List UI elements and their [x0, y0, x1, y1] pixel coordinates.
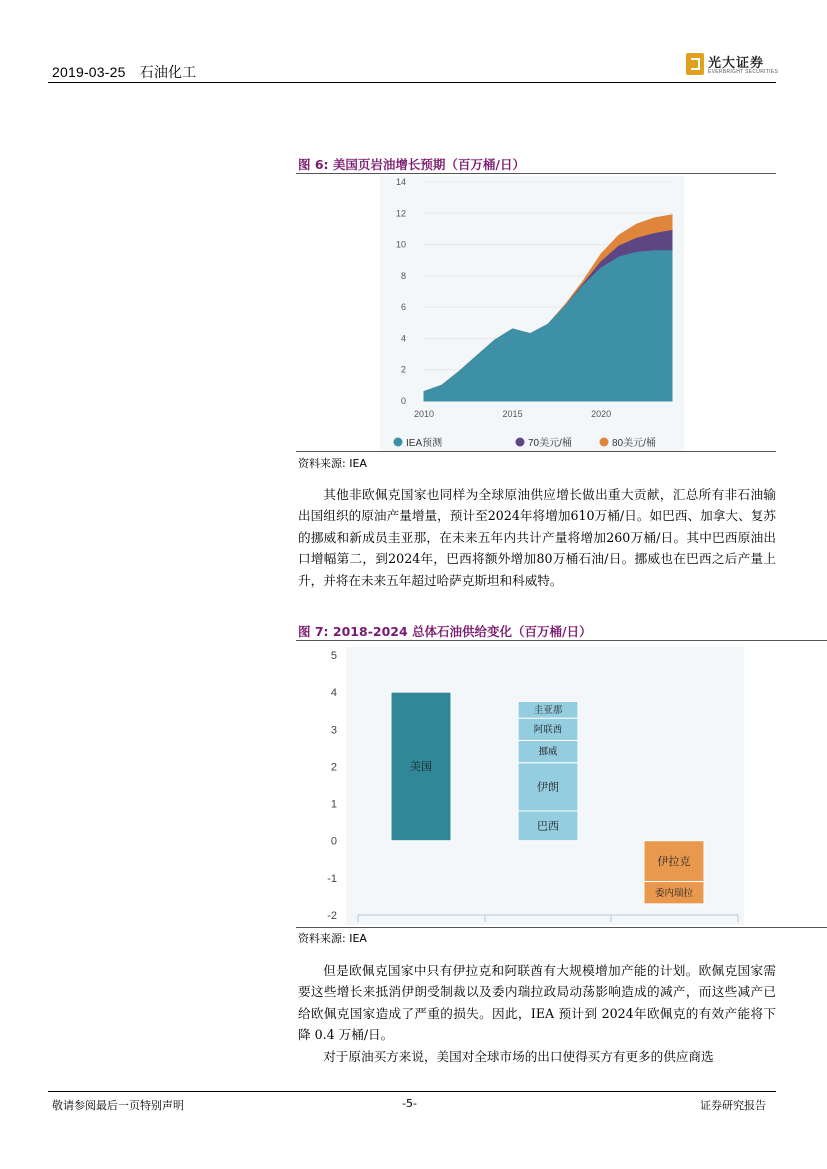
header-divider [48, 82, 776, 83]
logo-text-en: EVERBRIGHT SECURITIES [708, 69, 779, 75]
y-tick-label: 10 [395, 239, 406, 250]
report-date: 2019-03-25 [52, 64, 126, 80]
y-tick-label: 1 [330, 798, 337, 811]
y-tick-label: 5 [330, 650, 337, 662]
bar-segment-label: 阿联酋 [533, 724, 563, 736]
bar-segment-label: 美国 [410, 761, 432, 774]
footer-divider [48, 1091, 776, 1092]
bar-segment-label: 伊朗 [537, 781, 559, 794]
figure6-top-rule [296, 173, 776, 174]
legend-marker [394, 438, 403, 447]
bar-segment-label: 圭亚那 [533, 704, 563, 716]
industry-name: 石油化工 [139, 64, 197, 80]
figure6-title: 图 6: 美国页岩油增长预期（百万桶/日） [298, 157, 525, 172]
footer-report-type: 证券研究报告 [700, 1099, 766, 1112]
legend-marker [516, 438, 525, 447]
body-paragraph-2 [298, 960, 776, 1067]
bar-segment-label: 伊拉克 [657, 855, 691, 868]
figure6-bottom-rule [296, 451, 776, 452]
y-tick-label: 6 [400, 302, 406, 313]
y-tick-label: 12 [395, 208, 406, 219]
x-tick-label: 2015 [502, 409, 523, 419]
x-tick-label: 2010 [413, 409, 435, 419]
y-tick-label: 2 [400, 364, 406, 375]
page-number: -5- [402, 1097, 417, 1110]
figure6-source: 资料来源: IEA [298, 457, 367, 470]
figure7-source: 资料来源: IEA [298, 932, 367, 945]
legend-label: IEA预测 [406, 438, 443, 449]
logo-mark-icon [686, 53, 704, 75]
bar-segment-label: 委内瑞拉 [654, 887, 694, 899]
y-tick-label: 3 [330, 724, 337, 737]
y-tick-label: 2 [330, 761, 337, 774]
page-header [52, 62, 196, 82]
company-logo [686, 52, 779, 78]
paragraph-text: 其他非欧佩克国家也同样为全球原油供应增长做出重大贡献，汇总所有非石油输出国组织的原油产量增量，预计至2024年将增加610万桶/日。如巴西、加拿大、复苏的挪威和新成员圭亚那，在未来五年内共计产量将增加260万桶/日。其中巴西原油出口增幅第二，到2024年，巴西将额外增加80万桶石油/日。挪威也在巴西之后产量上升，并将在未来五年超过哈萨克斯坦和科威特。 [298, 487, 776, 588]
y-tick-label: 14 [395, 177, 406, 187]
bar-segment-label: 巴西 [537, 820, 559, 833]
paragraph-text: 但是欧佩克国家中只有伊拉克和阿联酋有大规模增加产能的计划。欧佩克国家需要这些增长来抵消伊朗受制裁以及委内瑞拉政局动荡影响造成的减产，而这些减产已给欧佩克国家造成了严重的损失。因此，IEA 预计到 2024年欧佩克的有效产能将下降 0.4 万桶/日。 [298, 963, 776, 1043]
y-tick-label: 8 [400, 270, 406, 281]
y-tick-label: 0 [330, 835, 337, 848]
logo-text-cn: 光大证券 [708, 56, 765, 71]
legend-label: 70美元/桶 [528, 438, 572, 449]
figure7-title: 图 7: 2018-2024 总体石油供给变化（百万桶/日） [298, 624, 592, 639]
legend-marker [600, 438, 609, 447]
y-tick-label: 4 [400, 333, 406, 344]
x-tick-label: 2020 [591, 409, 612, 419]
body-paragraph-1 [298, 484, 776, 591]
figure7-top-rule [296, 640, 827, 641]
y-tick-label: 4 [330, 687, 337, 700]
legend-label: 80美元/桶 [612, 438, 656, 449]
y-tick-label: -2 [327, 910, 337, 922]
footer-disclaimer: 敬请参阅最后一页特别声明 [52, 1099, 184, 1112]
figure6-chart [380, 176, 684, 452]
y-tick-labels [327, 650, 337, 922]
y-tick-label: 0 [400, 396, 406, 406]
paragraph-text: 对于原油买方来说，美国对全球市场的出口使得买方有更多的供应商选 [323, 1048, 714, 1064]
y-tick-label: -1 [327, 872, 337, 885]
figure7-chart [296, 643, 748, 926]
bar-segment-label: 挪威 [538, 746, 558, 758]
figure7-bottom-rule [296, 927, 827, 928]
